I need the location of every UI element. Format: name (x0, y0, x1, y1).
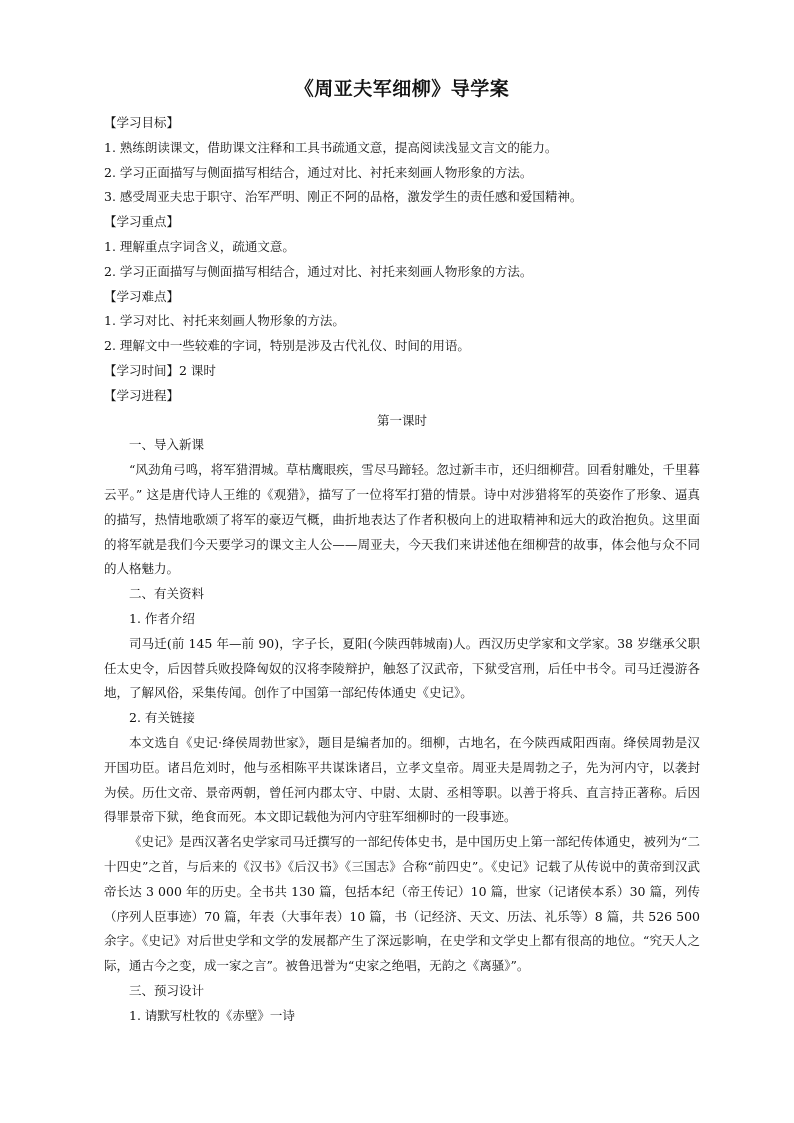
preview-item: 1. 请默写杜牧的《赤壁》一诗 (129, 1007, 295, 1023)
subsection-heading: 1. 作者介绍 (129, 610, 195, 626)
section-heading: 二、有关资料 (129, 586, 205, 602)
page-title: 《周亚夫军细柳》导学案 (294, 78, 510, 100)
difficulty-item: 2. 理解文中一些较难的字词，特别是涉及古代礼仪、时间的用语。 (104, 338, 470, 354)
key-point-item: 1. 理解重点字词含义，疏通文意。 (104, 238, 295, 254)
section-heading: 一、导入新课 (129, 437, 205, 453)
goals-heading: 【学习目标】 (104, 115, 180, 130)
difficulty-item: 1. 学习对比、衬托来刻画人物形象的方法。 (104, 313, 345, 329)
key-point-item: 2. 学习正面描写与侧面描写相结合，通过对比、衬托来刻画人物形象的方法。 (104, 263, 533, 279)
difficulty-heading: 【学习难点】 (104, 288, 180, 304)
link-paragraph: 本文选自《史记·绛侯周勃世家》，题目是编者加的。细柳，古地名，在今陕西咸阳西南。绛侯周勃是汉开国功臣。诸吕危刘时，他与丞相陈平共谋诛诸吕，立孝文皇帝。周亚夫是周勃之子，先为河内守，以袭封为侯。历仕文帝、景帝两朝，曾任河内郡太守、中尉、太尉、丞相等职。以善于将兵、直言持正著称。后因得罪景帝下狱，绝食而死。本文即记载他为河内守驻军细柳时的一段事迹。 (104, 734, 700, 825)
key-heading: 【学习重点】 (104, 214, 180, 230)
lesson-title: 第一课时 (376, 412, 427, 428)
time-line: 【学习时间】2 课时 (104, 362, 216, 378)
process-heading: 【学习进程】 (104, 387, 180, 403)
author-paragraph: 司马迁(前 145 年—前 90)，字子长，夏阳(今陕西韩城南)人。西汉历史学家和文学家。38 岁继承父职任太史令，后因替兵败投降匈奴的汉将李陵辩护，触怒了汉武帝，下狱受宫刑，后任中书令。司马迁漫游各地，了解风俗，采集传闻。创作了中国第一部纪传体通史《史记》。 (104, 635, 700, 701)
goal-item: 1. 熟练朗读课文，借助课文注释和工具书疏通文意，提高阅读浅显文言文的能力。 (104, 139, 558, 155)
subsection-heading: 2. 有关链接 (129, 710, 195, 726)
document-body (104, 74, 700, 1028)
intro-paragraph: “风劲角弓鸣，将军猎渭城。草枯鹰眼疾，雪尽马蹄轻。忽过新丰市，还归细柳营。回看射雕处，千里暮云平。” 这是唐代诗人王维的《观猎》，描写了一位将军打猎的情景。诗中对涉猎将军的英姿作了形象、逼真的描写，热情地歌颂了将军的豪迈气概，曲折地表达了作者积极向上的进取精神和远大的政治抱负。这里面的将军就是我们今天要学习的课文主人公——周亚夫，今天我们来讲述他在细柳营的故事，体会他与众不同的人格魅力。 (104, 462, 700, 577)
goal-item: 2. 学习正面描写与侧面描写相结合，通过对比、衬托来刻画人物形象的方法。 (104, 164, 533, 180)
section-heading: 三、预习设计 (129, 982, 205, 998)
link-paragraph: 《史记》是西汉著名史学家司马迁撰写的一部纪传体史书，是中国历史上第一部纪传体通史，被列为“二十四史”之首，与后来的《汉书》《后汉书》《三国志》合称“前四史”。《史记》记载了从传说中的黄帝到汉武帝长达 3 000 年的历史。全书共 130 篇，包括本纪（帝王传记）10 篇，世家（记诸侯本系）30 篇，列传（序列人臣事迹）70 篇，年表（大事年表）10 篇，书（记经济、天文、历法、礼乐等）8 篇，共 526 500 余字。《史记》对后世史学和文学的发展都产生了深远影响，在史学和文学史上都有很高的地位。“究天人之际，通古今之变，成一家之言”。被鲁迅誉为“史家之绝唱，无韵之《离骚》”。 (104, 834, 700, 974)
goal-item: 3. 感受周亚夫忠于职守、治军严明、刚正不阿的品格，激发学生的责任感和爱国精神。 (104, 189, 583, 205)
